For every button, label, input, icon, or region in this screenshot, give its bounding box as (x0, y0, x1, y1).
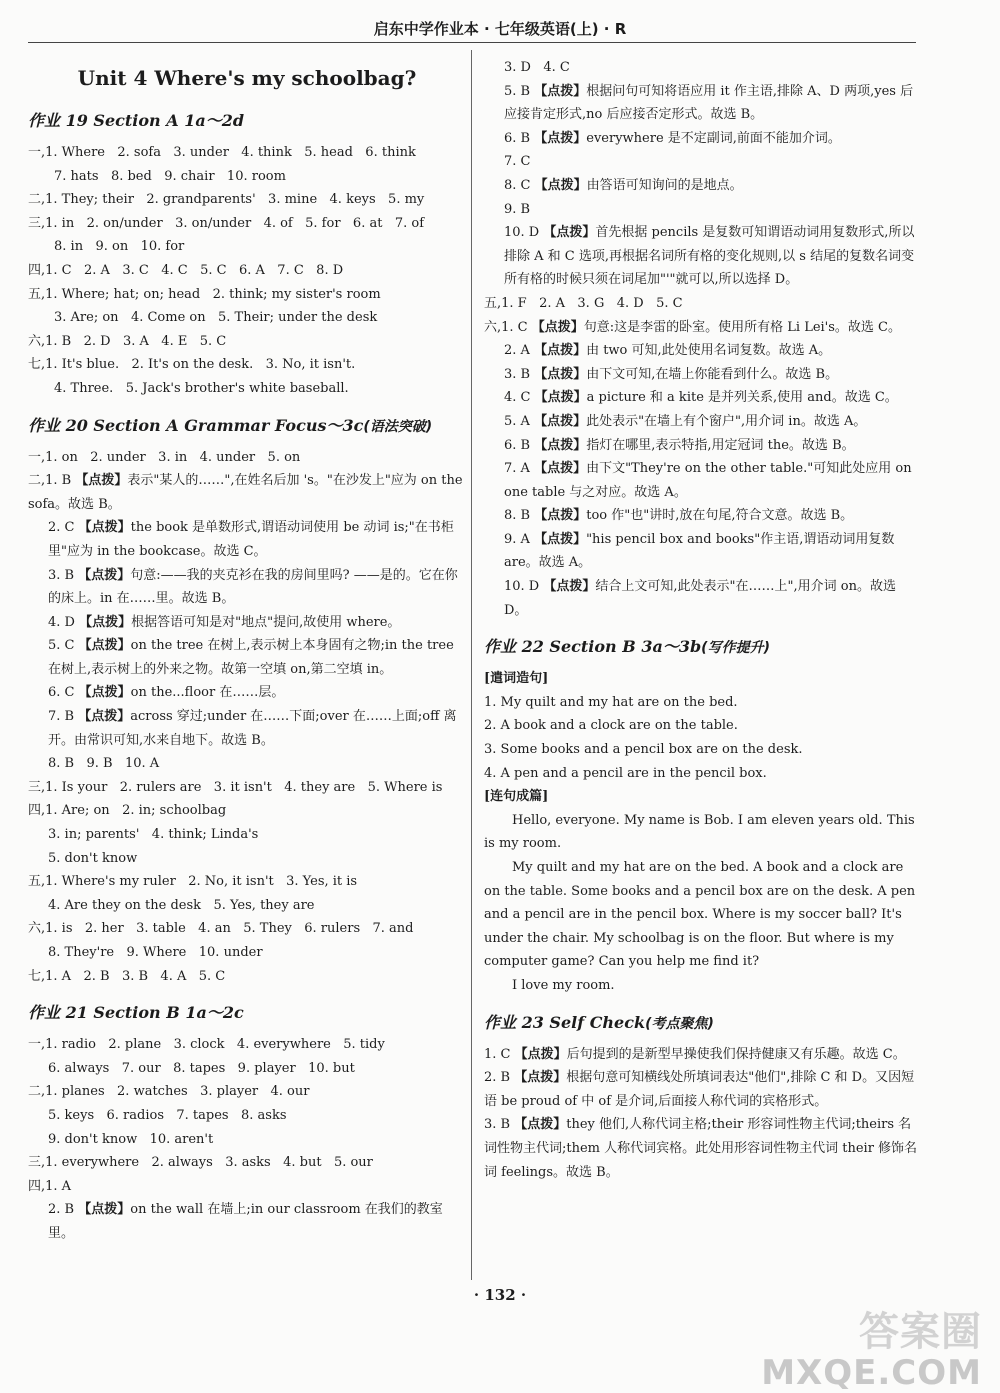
answer-line: 9. B (504, 201, 531, 217)
answer-paragraph: 3. B 【点拨】由下文可知,在墙上你能看到什么。故选 B。 (504, 366, 839, 382)
answer-line: 五,1. Where's my ruler 2. No, it isn't 3. Yes, it is (28, 874, 358, 890)
answer-paragraph: 10. D 【点拨】结合上文可知,此处表示"在……上",用介词 on。故选 D。 (504, 579, 896, 618)
column-divider (471, 50, 472, 1280)
hint-marker: 【点拨】 (534, 437, 587, 453)
hint-marker: 【点拨】 (79, 614, 132, 630)
answer-line: 8. in 9. on 10. for (54, 239, 185, 255)
hint-marker: 【点拨】 (75, 473, 128, 489)
answer-paragraph: 3. B 【点拨】they 他们,人称代词主格;their 形容词性物主代词;theirs 名词性物主代词;them 人称代词宾格。此处用形容词性物主代词 their 修饰名词 feelings。故选 B。 (484, 1117, 918, 1180)
answer-line: 四,1. Are; on 2. in; schoolbag (28, 803, 227, 819)
hw23-label: 作业 23 (484, 1012, 544, 1032)
answer-paragraph: 8. C 【点拨】由答语可知询问的是地点。 (504, 177, 743, 193)
hint-marker: 【点拨】 (534, 83, 587, 99)
answer-paragraph: 5. B 【点拨】根据问句可知将语应用 it 作主语,排除 A、D 两项,yes 后应接肯定形式,no 后应接否定形式。故选 B。 (504, 83, 914, 123)
hint-marker: 【点拨】 (534, 390, 587, 406)
answer-line: 四,1. C 2. A 3. C 4. C 5. C 6. A 7. C 8. D (28, 262, 344, 278)
answer-paragraph: 2. B 【点拨】根据句意可知横线处所填词表达"他们",排除 C 和 D。又因短语 be proud of 中 of 是介词,后面接人称代词的宾格形式。 (484, 1070, 915, 1109)
answer-line: 三,1. everywhere 2. always 3. asks 4. but 5. our (28, 1155, 373, 1171)
hw21-label: 作业 21 (28, 1003, 88, 1023)
answer-line: 8. They're 9. Where 10. under (48, 945, 263, 960)
essay-paragraph: I love my room. (512, 977, 615, 993)
hint-marker: 【点拨】 (534, 531, 587, 547)
subsection-label: [遣词造句] (484, 671, 549, 687)
right-column (484, 56, 920, 1184)
hw23-title: Self Check (549, 1012, 646, 1032)
hw23-tag: (考点聚焦) (645, 1015, 714, 1032)
answer-line: 一,1. radio 2. plane 3. clock 4. everywhere 5. tidy (28, 1037, 385, 1053)
hw19-label: 作业 19 (28, 111, 88, 130)
hw20-heading (28, 413, 466, 436)
answer-line: 5. don't know (48, 850, 138, 866)
hw20-label: 作业 20 (28, 415, 88, 435)
hw22-heading (484, 634, 920, 657)
hw20-tag: (语法突破) (363, 418, 433, 435)
answer-paragraph: 1. C 【点拨】后句提到的是新型早操使我们保持健康又有乐趣。故选 C。 (484, 1046, 906, 1062)
answer-line: 二,1. They; their 2. grandparents' 3. mine 4. keys 5. my (28, 192, 425, 208)
hw21-heading (28, 1000, 466, 1023)
answer-paragraph: 10. D 【点拨】首先根据 pencils 是复数可知谓语动词用复数形式,所以排除 A 和 C 选项,再根据名词所有格的变化规则,以 s 结尾的复数名词变所有格的时候只须在词尾加"'"就可以,所以选择 D。 (504, 225, 915, 288)
answer-paragraph: 5. C 【点拨】on the tree 在树上,表示树上本身固有之物;in the tree 在树上,表示树上的外来之物。故第一空填 on,第二空填 in。 (48, 638, 454, 677)
answer-paragraph: 6. B 【点拨】everywhere 是不定副词,前面不能加介词。 (504, 130, 841, 146)
answer-paragraph: 8. B 【点拨】too 作"也"讲时,放在句尾,符合文意。故选 B。 (504, 508, 854, 524)
answer-line: 3. Are; on 4. Come on 5. Their; under the desk (54, 310, 378, 326)
answer-line: 5. keys 6. radios 7. tapes 8. asks (48, 1107, 287, 1123)
answer-line: 4. A pen and a pencil are in the pencil box. (484, 765, 767, 781)
answer-line: 4. Are they on the desk 5. Yes, they are (48, 897, 315, 913)
answer-paragraph: 2. C 【点拨】the book 是单数形式,谓语动词使用 be 动词 is;"在书柜里"应为 in the bookcase。故选 C。 (48, 520, 454, 559)
answer-line: 3. Some books and a pencil box are on the desk. (484, 742, 803, 758)
hw22-tag: (写作提升) (701, 640, 770, 657)
answer-line: 三,1. Is your 2. rulers are 3. it isn't 4. they are 5. Where is (28, 779, 443, 795)
answer-line: 7. C (504, 154, 531, 170)
hint-marker: 【点拨】 (534, 343, 587, 359)
answer-line: 9. don't know 10. aren't (48, 1131, 214, 1147)
hint-marker: 【点拨】 (78, 685, 131, 701)
answer-paragraph: 3. B 【点拨】句意:——我的夹克衫在我的房间里吗? ——是的。它在你的床上。in 在……里。故选 B。 (48, 567, 458, 607)
watermark-cn: 答案圈 (859, 1309, 982, 1355)
running-header: 启东中学作业本 · 七年级英语(上) · R (373, 20, 627, 38)
unit-title: Unit 4 Where's my schoolbag? (77, 66, 417, 90)
answer-line: 8. B 9. B 10. A (48, 756, 160, 772)
answer-line: 六,1. is 2. her 3. table 4. an 5. They 6. rulers 7. and (28, 921, 414, 937)
answer-line: 五,1. F 2. A 3. G 4. D 5. C (484, 295, 683, 311)
hint-marker: 【点拨】 (514, 1046, 567, 1062)
hint-marker: 【点拨】 (534, 461, 587, 477)
hint-marker: 【点拨】 (78, 1202, 131, 1218)
hint-marker: 【点拨】 (78, 520, 131, 536)
hint-marker: 【点拨】 (514, 1117, 567, 1133)
hw21-title: Section B 1a～2c (93, 1003, 244, 1023)
answer-line: 3. D 4. C (504, 60, 570, 75)
answer-line: 七,1. A 2. B 3. B 4. A 5. C (28, 968, 226, 984)
hw22-label: 作业 22 (484, 637, 544, 657)
essay-paragraph: Hello, everyone. My name is Bob. I am eleven years old. This is my room. (484, 812, 915, 852)
hint-marker: 【点拨】 (543, 579, 596, 595)
hw22-title: Section B 3a～3b (549, 637, 702, 657)
answer-line: 3. in; parents' 4. think; Linda's (48, 827, 259, 843)
answer-paragraph: 4. D 【点拨】根据答语可知是对"地点"提问,故使用 where。 (48, 614, 401, 630)
answer-line: 七,1. It's blue. 2. It's on the desk. 3. No, it isn't. (28, 357, 356, 373)
subsection-label: [连句成篇] (484, 789, 549, 805)
header-rule (28, 42, 916, 43)
answer-line: 1. My quilt and my hat are on the bed. (484, 694, 738, 710)
answer-line: 二,1. planes 2. watches 3. player 4. our (28, 1084, 310, 1100)
hint-marker: 【点拨】 (531, 319, 584, 335)
hint-marker: 【点拨】 (534, 508, 587, 524)
answer-paragraph: 6. C 【点拨】on the...floor 在……层。 (48, 685, 285, 701)
hw23-heading (484, 1010, 920, 1033)
watermark-en: MXQE.COM (761, 1353, 982, 1393)
answer-paragraph: 5. A 【点拨】此处表示"在墙上有个窗户",用介词 in。故选 A。 (504, 413, 867, 429)
answer-paragraph: 六,1. C 【点拨】句意:这是李雷的卧室。使用所有格 Li Lei's。故选 C。 (484, 319, 902, 335)
hint-marker: 【点拨】 (78, 567, 131, 583)
watermark (761, 1300, 982, 1393)
answer-line: 六,1. B 2. D 3. A 4. E 5. C (28, 333, 227, 349)
hint-marker: 【点拨】 (534, 413, 587, 429)
hint-marker: 【点拨】 (534, 130, 587, 146)
hint-marker: 【点拨】 (514, 1070, 567, 1086)
answer-paragraph: 2. A 【点拨】由 two 可知,此处使用名词复数。故选 A。 (504, 343, 832, 359)
answer-line: 一,1. on 2. under 3. in 4. under 5. on (28, 449, 301, 465)
hint-marker: 【点拨】 (534, 177, 587, 193)
answer-line: 2. A book and a clock are on the table. (484, 718, 738, 734)
page-number: · 132 · (473, 1286, 527, 1304)
answer-paragraph: 6. B 【点拨】指灯在哪里,表示特指,用定冠词 the。故选 B。 (504, 437, 855, 453)
answer-line: 三,1. in 2. on/under 3. on/under 4. of 5. for 6. at 7. of (28, 215, 425, 231)
answer-line: 一,1. Where 2. sofa 3. under 4. think 5. head 6. think (28, 145, 416, 160)
answer-line: 6. always 7. our 8. tapes 9. player 10. but (48, 1060, 355, 1076)
answer-paragraph: 4. C 【点拨】a picture 和 a kite 是并列关系,使用 and。故选 C。 (504, 390, 898, 406)
answer-paragraph: 7. A 【点拨】由下文"They're on the other table."可知此处应用 on one table 与之对应。故选 A。 (504, 461, 912, 500)
hint-marker: 【点拨】 (78, 638, 131, 654)
answer-line: 四,1. A (28, 1178, 72, 1194)
hint-marker: 【点拨】 (534, 366, 587, 382)
left-column (28, 58, 466, 1246)
hw19-title: Section A 1a～2d (93, 111, 245, 130)
answer-paragraph: 7. B 【点拨】across 穿过;under 在……下面;over 在……上面;off 离开。由常识可知,水来自地下。故选 B。 (48, 709, 457, 748)
answer-paragraph: 二,1. B 【点拨】表示"某人的……",在姓名后加 's。"在沙发上"应为 on the sofa。故选 B。 (28, 473, 463, 512)
hw20-title: Section A Grammar Focus～3c (93, 415, 364, 435)
hint-marker: 【点拨】 (543, 225, 596, 241)
answer-line: 4. Three. 5. Jack's brother's white baseball. (54, 380, 349, 396)
hw19-heading (28, 108, 466, 131)
answer-paragraph: 2. B 【点拨】on the wall 在墙上;in our classroom 在我们的教室里。 (48, 1202, 443, 1241)
hint-marker: 【点拨】 (78, 709, 131, 725)
answer-paragraph: 9. A 【点拨】"his pencil box and books"作主语,谓语动词用复数 are。故选 A。 (504, 531, 895, 571)
answer-line: 7. hats 8. bed 9. chair 10. room (54, 168, 286, 184)
essay-paragraph: My quilt and my hat are on the bed. A book and a clock are on the table. Some books and a pencil box are on the desk. A pen and a pencil are in the pencil box. Where is my soccer ball? It's under the chair. My schoolbag is on the floor. But where is my computer game? Can you help me find it? (484, 860, 916, 970)
answer-line: 五,1. Where; hat; on; head 2. think; my sister's room (28, 286, 381, 302)
